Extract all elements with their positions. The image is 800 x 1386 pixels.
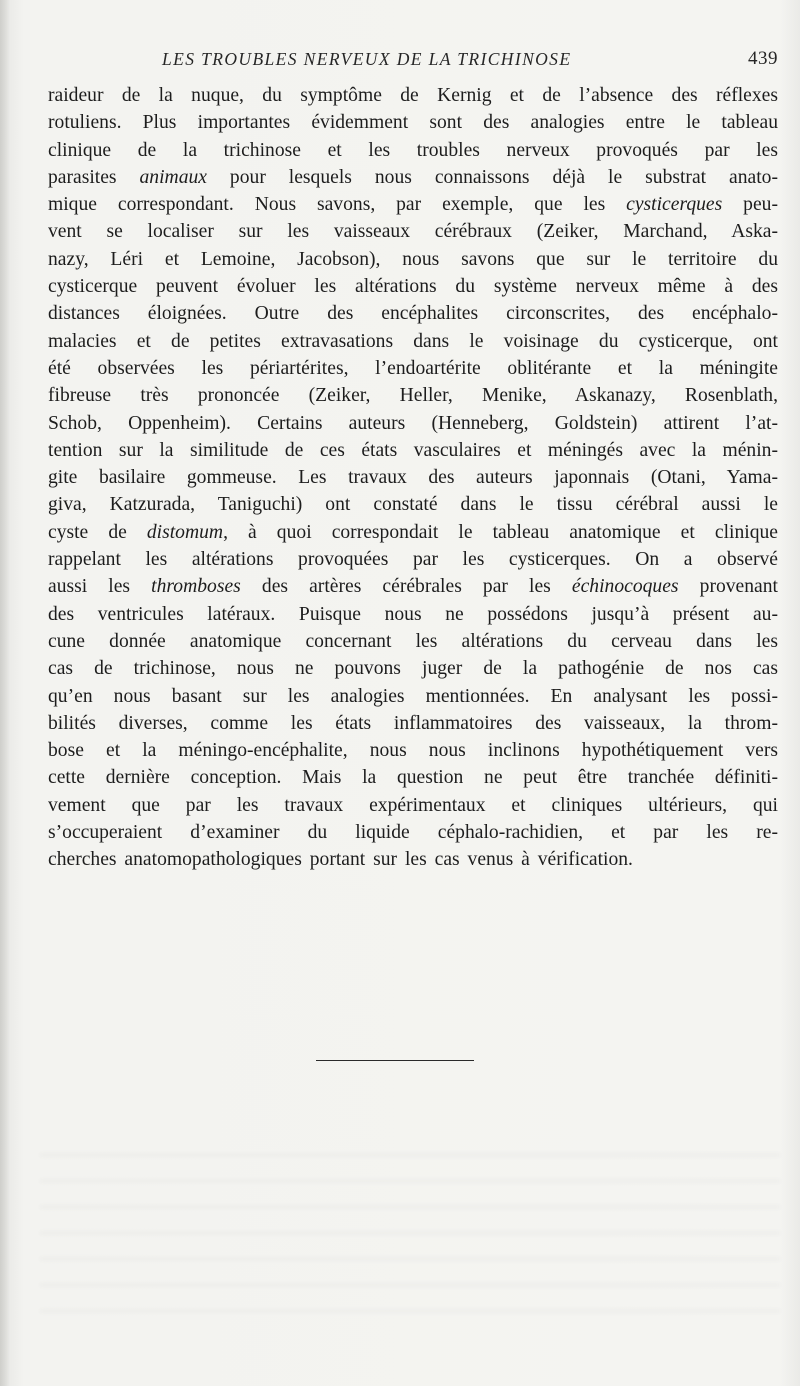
text-run: rappelant les altérations provoquées par les cysticerques. On a observé [48,549,778,571]
text-run: mique correspondant. Nous savons, par exemple, que les [48,194,627,216]
text-line [48,410,778,437]
text-run: bilités diverses, comme les états inflammatoires des vaisseaux, la throm- [48,712,778,734]
text-line [48,710,778,737]
text-line [48,464,778,491]
text-run: cune donnée anatomique concernant les altérations du cerveau dans les [48,630,778,652]
end-rule [316,1060,474,1061]
italic-term: distomum [146,521,224,543]
text-run: raideur de la nuque, du symptôme de Kernig et de l’absence des réflexes [48,85,778,106]
italic-term: échinocoques [571,576,679,598]
text-run: , à quoi correspondait le tableau anatomique et clinique [223,521,778,543]
text-line [48,737,778,764]
text-run: vent se localiser sur les vaisseaux cérébraux (Zeiker, Marchand, Aska- [48,221,778,243]
text-line [48,573,778,600]
text-run: clinique de la trichinose et les troubles nerveux provoqués par les [48,139,778,161]
text-line [48,191,778,218]
text-run: bose et la méningo-encéphalite, nous nous inclinons hypothétiquement vers [48,740,778,762]
text-line [48,491,778,518]
text-line [48,546,778,573]
text-line [48,164,778,191]
text-line [48,764,778,791]
text-run: parasites [48,166,140,188]
text-line [48,601,778,628]
text-run: pour lesquels nous connaissons déjà le substrat anato- [206,166,778,188]
text-run: distances éloignées. Outre des encéphalites circonscrites, des encéphalo- [48,303,778,325]
text-line [48,819,778,846]
text-run: fibreuse très prononcée (Zeiker, Heller, Menike, Askanazy, Rosenblath, [48,385,778,407]
text-run: malacies et de petites extravasations dans le voisinage du cysticerque, ont [48,330,778,352]
text-run: cyste de [48,521,147,543]
text-run: cherches anatomopathologiques portant sur les cas venus à vérification. [48,849,633,871]
text-run: gite basilaire gommeuse. Les travaux des auteurs japonnais (Otani, Yama- [48,467,778,489]
body-text [48,82,778,874]
running-title: LES TROUBLES NERVEUX DE LA TRICHINOSE [162,49,572,69]
text-run: vement que par les travaux expérimentaux et cliniques ultérieurs, qui [48,794,778,816]
text-line [48,683,778,710]
text-line [48,109,778,136]
text-line [48,273,778,300]
text-line [48,300,778,327]
page-gutter-shadow [0,0,10,1386]
text-line [48,655,778,682]
text-run: tention sur la similitude de ces états vasculaires et méningés avec la ménin- [48,439,778,461]
text-line [48,437,778,464]
text-run: des artères cérébrales par les [240,576,572,598]
text-run: cette dernière conception. Mais la question ne peut être tranchée définiti- [48,767,778,789]
text-run: qu’en nous basant sur les analogies mentionnées. En analysant les possi- [48,685,778,707]
italic-term: cysticerques [626,194,723,216]
text-line [48,137,778,164]
text-line [48,628,778,655]
text-line [48,82,778,109]
text-run: des ventricules latéraux. Puisque nous ne possédons jusqu’à présent au- [48,603,778,625]
text-run: été observées les périartérites, l’endoartérite oblitérante et la méningite [48,357,778,379]
text-line [48,846,778,873]
text-run: rotuliens. Plus importantes évidemment sont des analogies entre le tableau [48,112,778,134]
text-run: nazy, Léri et Lemoine, Jacobson), nous savons que sur le territoire du [48,248,778,270]
italic-term: thromboses [151,576,241,598]
running-head [48,46,778,76]
text-line [48,218,778,245]
text-line [48,792,778,819]
text-line [48,519,778,546]
text-run: peu- [722,194,778,216]
italic-term: animaux [139,166,207,188]
text-run: aussi les [48,576,152,598]
text-line [48,382,778,409]
text-run: giva, Katzurada, Taniguchi) ont constaté dans le tissu cérébral aussi le [48,494,778,516]
show-through-bleed [40,1140,780,1320]
text-run: provenant [678,576,778,598]
text-line [48,328,778,355]
text-run: cysticerque peuvent évoluer les altérations du système nerveux même à des [48,276,778,298]
text-line [48,355,778,382]
text-run: s’occuperaient d’examiner du liquide céphalo-rachidien, et par les re- [48,822,778,844]
text-run: Schob, Oppenheim). Certains auteurs (Henneberg, Goldstein) attirent l’at- [48,412,778,434]
text-run: cas de trichinose, nous ne pouvons juger de la pathogénie de nos cas [48,658,778,680]
text-line [48,246,778,273]
page-number: 439 [748,48,778,69]
